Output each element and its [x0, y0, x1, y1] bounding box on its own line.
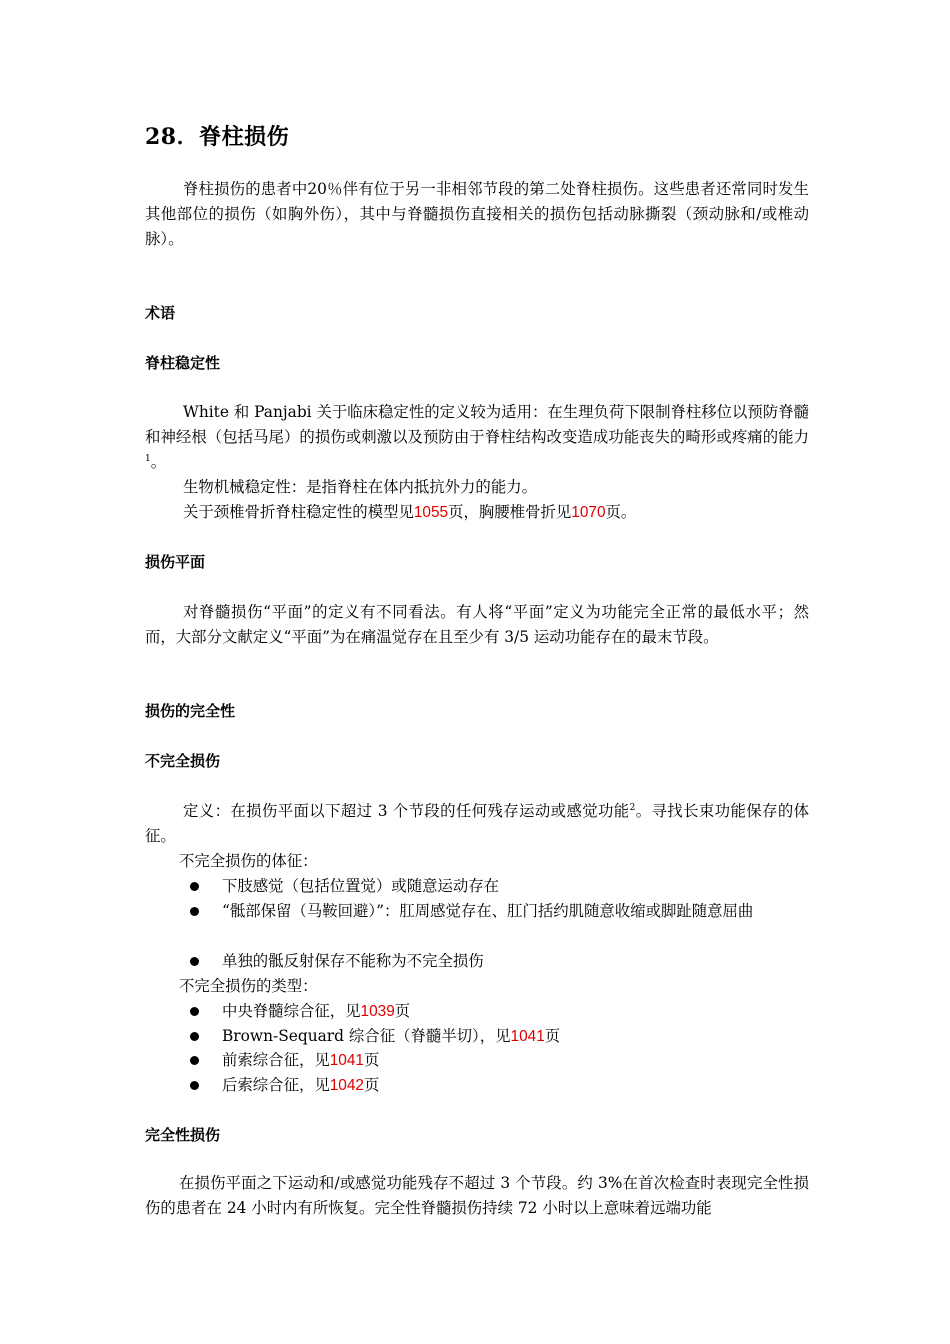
- bullet-icon: [190, 957, 199, 966]
- type-item-label: 中央脊髓综合征，见: [222, 1002, 361, 1020]
- type-item-text: [222, 1024, 809, 1049]
- page-link-1042[interactable]: 1042: [329, 1077, 364, 1094]
- page-link-1055[interactable]: 1055: [413, 504, 449, 521]
- bullet-icon: [190, 1056, 199, 1065]
- page-link-1041[interactable]: 1041: [510, 1028, 545, 1045]
- bullet-icon: [190, 882, 199, 891]
- sign-item-text: “骶部保留（马鞍回避）”：肛周感觉存在、肛门括约肌随意收缩或脚趾随意屈曲: [222, 902, 754, 920]
- section-heading-terms: 术语: [145, 304, 176, 322]
- model-text-c: 页。: [605, 503, 637, 521]
- type-item-label: Brown-Sequard 综合征（脊髓半切），见: [222, 1027, 511, 1045]
- type-item-text: [222, 1048, 809, 1073]
- sign-item-text: 下肢感觉（包括位置觉）或随意运动存在: [222, 877, 500, 895]
- bullet-icon: [190, 1007, 199, 1016]
- page-suffix: 页: [544, 1027, 561, 1045]
- intro-paragraph: 脊柱损伤的患者中20％伴有位于另一非相邻节段的第二处脊柱损伤。这些患者还常同时发生其他部位的损伤（如胸外伤），其中与脊髓损伤直接相关的损伤包括动脉撕裂（颈动脉和/或椎动脉）。: [145, 180, 809, 248]
- injury-level-paragraph: 对脊髓损伤“平面”的定义有不同看法。有人将“平面”定义为功能完全正常的最低水平；然而，大部分文献定义“平面”为在痛温觉存在且至少有 3/5 运动功能存在的最末节段。: [145, 603, 809, 646]
- page-link-1039[interactable]: 1039: [360, 1003, 395, 1020]
- stability-definition-text: White 和 Panjabi 关于临床稳定性的定义较为适用：在生理负荷下限制脊柱移位以预防脊髓和神经根（包括马尾）的损伤或刺激以及预防由于脊柱结构改变造成功能丧失的畸形或疼痛的能力: [145, 403, 809, 446]
- type-item-text: [222, 999, 809, 1024]
- stability-definition-paragraph: [145, 400, 809, 475]
- sign-item-text: 单独的骶反射保存不能称为不完全损伤: [222, 952, 484, 970]
- bullet-icon: [190, 1081, 199, 1090]
- page-link-1070[interactable]: 1070: [571, 504, 606, 521]
- type-item-text: [222, 1073, 809, 1098]
- page-suffix: 页: [364, 1076, 380, 1094]
- chapter-title: 28．脊柱损伤: [145, 124, 290, 150]
- type-item-label: 前索综合征，见: [222, 1051, 330, 1069]
- model-text-a: 关于颈椎骨折脊柱稳定性的模型见: [183, 503, 414, 521]
- incomplete-definition-paragraph: [145, 799, 809, 849]
- footnote-ref-2: 2: [629, 803, 636, 813]
- subheading-incomplete-injury: 不完全损伤: [145, 752, 221, 770]
- footnote-ref-1: 1: [145, 454, 151, 464]
- complete-injury-paragraph: 在损伤平面之下运动和/或感觉功能残存不超过 3 个节段。约 3%在首次检查时表现完全性损伤的患者在 24 小时内有所恢复。完全性脊髓损伤持续 72 小时以上意味着远端功能: [145, 1174, 809, 1217]
- section-heading-completeness: 损伤的完全性: [145, 702, 236, 720]
- incomplete-types-label: 不完全损伤的类型：: [179, 977, 318, 995]
- model-text-b: 页，胸腰椎骨折见: [448, 503, 572, 521]
- stability-model-line: [183, 500, 636, 525]
- incomplete-definition-end: 。寻找长束功能保存的体征。: [145, 802, 809, 845]
- page-suffix: 页: [364, 1051, 380, 1069]
- subheading-complete-injury: 完全性损伤: [145, 1126, 221, 1144]
- bullet-icon: [190, 907, 199, 916]
- bullet-icon: [190, 1032, 199, 1041]
- biomechanical-stability-line: 生物机械稳定性：是指脊柱在体内抵抗外力的能力。: [183, 478, 537, 496]
- subheading-spinal-stability: 脊柱稳定性: [145, 354, 221, 372]
- type-item-label: 后索综合征，见: [222, 1076, 330, 1094]
- incomplete-signs-label: 不完全损伤的体征：: [179, 852, 318, 870]
- subheading-injury-level: 损伤平面: [145, 553, 206, 571]
- incomplete-definition-text: 定义：在损伤平面以下超过 3 个节段的任何残存运动或感觉功能: [183, 802, 630, 820]
- stability-definition-end: 。: [150, 453, 167, 471]
- page-link-1041[interactable]: 1041: [329, 1052, 364, 1069]
- page-suffix: 页: [394, 1002, 411, 1020]
